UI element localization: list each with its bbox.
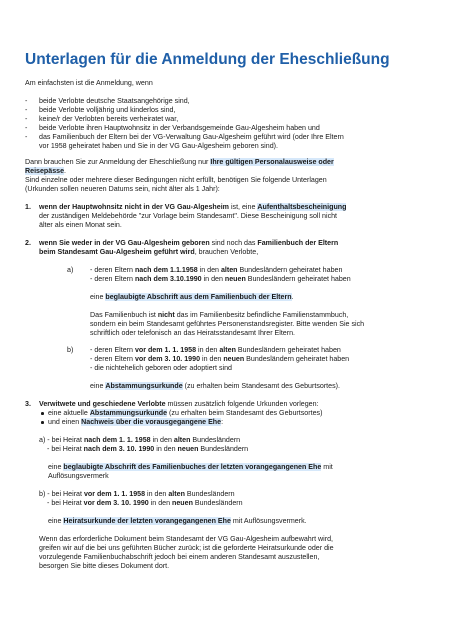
- text-span: eine: [48, 463, 64, 471]
- sub-label-a: a): [67, 266, 74, 274]
- text-span: neuen: [224, 275, 246, 283]
- text-span: nach dem 3.10.1990: [134, 275, 202, 283]
- then-line-1: [25, 158, 334, 167]
- then-line-3: Sind einzelne oder mehrere dieser Bedingungen nicht erfüllt, benötigen Sie folgende Unterlagen: [25, 176, 327, 184]
- text-span: Verwitwete und geschiedene Verlobte: [39, 400, 166, 408]
- highlight-birth-certificate: Abstammungsurkunde: [89, 409, 168, 417]
- text-span: beim Standesamt Gau-Algesheim geführt wird: [39, 248, 195, 256]
- item2-note-3: schriftlich oder telefonisch an das Heiratsstandesamt Ihrer Eltern.: [90, 329, 296, 337]
- text-span: ist, eine: [228, 203, 258, 211]
- highlight-birth-certificate: Abstammungsurkunde: [105, 382, 183, 390]
- text-span: b) - bei Heirat: [39, 490, 84, 498]
- text-span: Das Familienbuch ist: [90, 311, 158, 319]
- text-span: und einen: [48, 418, 82, 426]
- text-span: eine aktuelle: [48, 409, 90, 417]
- item-number: 1.: [25, 203, 31, 211]
- text-span: alten: [173, 436, 191, 444]
- highlight-previous-marriage-proof: Nachweis über die vorausgegangene Ehe: [81, 418, 222, 426]
- text-span: vor dem 1. 1. 1958: [83, 490, 146, 498]
- text-span: in den: [154, 445, 178, 453]
- text-span: alten: [219, 346, 236, 354]
- list-item-text: beide Verlobte ihren Hauptwohnsitz in der Verbandsgemeinde Gau-Algesheim haben und: [39, 124, 320, 132]
- item2-note-1: [90, 311, 348, 320]
- text-span: nach dem 3. 10. 1990: [83, 445, 155, 453]
- text-span: - deren Eltern: [90, 266, 135, 274]
- text-span: Bundesländern geheiratet haben: [237, 266, 343, 274]
- item2-note-2: sondern ein beim Standesamt geführtes Personenstandsregister. Bitte wenden Sie sich: [90, 320, 365, 328]
- item3-a-result-2: Auflösungsvermerk: [48, 472, 109, 480]
- item1-line-2: der zuständigen Meldebehörde "zur Vorlage beim Standesamt". Diese Bescheinigung soll nicht: [39, 212, 338, 220]
- text-span: neuen: [172, 499, 193, 507]
- list-item-text: beide Verlobte volljährig und kinderlos sind,: [39, 106, 176, 114]
- text-span: wenn Sie weder in der VG Gau-Algesheim geboren: [39, 239, 210, 247]
- page-title: Unterlagen für die Anmeldung der Eheschließung: [25, 51, 390, 68]
- item3-b-line-1: [39, 490, 235, 499]
- text-span: Familienbuch der Eltern: [257, 239, 339, 247]
- text-span: a) - bei Heirat: [39, 436, 84, 444]
- closing-line-4: besorgen Sie bitte dieses Dokument dort.: [39, 562, 170, 570]
- text-span: mit Auflösungsvermerk.: [230, 517, 307, 525]
- text-span: eine: [90, 293, 106, 301]
- list-item-text: vor 1958 geheiratet haben und Sie in der VG Gau-Algesheim geboren sind).: [39, 142, 278, 150]
- list-item: -: [25, 106, 28, 114]
- text-span: vor dem 1. 1. 1958: [134, 346, 197, 354]
- item-number: 3.: [25, 400, 31, 408]
- text-span: in den: [197, 266, 221, 274]
- text-span: in den: [145, 490, 169, 498]
- text-span: Bundesländern geheiratet haben: [244, 355, 350, 363]
- text-span: alten: [220, 266, 238, 274]
- text-span: Bundesländern: [190, 436, 241, 444]
- item2-b-line-3: - die nichtehelich geboren oder adoptiert sind: [90, 364, 232, 372]
- highlight-family-book-copy: beglaubigte Abschrift aus dem Familienbuch der Eltern: [105, 293, 292, 301]
- text-span: nach dem 1. 1. 1958: [83, 436, 151, 444]
- closing-line-2: greifen wir auf die bei uns geführten Bücher zurück; ist die geforderte Heiratsurkunde oder die: [39, 544, 334, 552]
- list-item-text: das Familienbuch der Eltern bei der VG-Verwaltung Gau-Algesheim geführt wird (oder Ihre Eltern: [39, 133, 344, 141]
- text-span: neuen: [223, 355, 245, 363]
- text-span: Bundesländern geheiratet haben: [245, 275, 351, 283]
- item2-b-line-1: [90, 346, 341, 355]
- text-span: (zu erhalten beim Standesamt des Geburtsortes).: [182, 382, 340, 390]
- text-span: in den: [150, 436, 174, 444]
- item2-b-line-2: [90, 355, 349, 364]
- text-span: (zu erhalten beim Standesamt des Geburtsortes): [167, 409, 323, 417]
- text-span: nach dem 1.1.1958: [134, 266, 198, 274]
- text-span: alten: [168, 490, 185, 498]
- text-span: neuen: [177, 445, 199, 453]
- text-span: das im Familienbesitz befindliche Familienstammbuch,: [174, 311, 349, 319]
- text-span: , brauchen Verlobte,: [194, 248, 259, 256]
- text-span: .: [291, 293, 294, 301]
- text-span: - bei Heirat: [47, 445, 84, 453]
- item2-b-result: [90, 382, 340, 391]
- sub-label-b: b): [67, 346, 74, 354]
- item3-a-line-2: [47, 445, 248, 454]
- bullet-icon: [41, 421, 44, 424]
- text-span: :: [221, 418, 224, 426]
- text-span: müssen zusätzlich folgende Urkunden vorlegen:: [165, 400, 319, 408]
- list-item: -: [25, 124, 28, 132]
- intro-text: Am einfachsten ist die Anmeldung, wenn: [25, 79, 153, 87]
- item2-a-line-2: [90, 275, 351, 284]
- text-span: Bundesländern: [192, 499, 243, 507]
- item2-a-line-1: [90, 266, 342, 275]
- list-item: -: [25, 133, 28, 141]
- text-span: - deren Eltern: [90, 275, 135, 283]
- highlight-documents: Ihre gültigen Personalausweise oder: [210, 158, 334, 166]
- list-item-text: keine/r der Verlobten bereits verheiratet war,: [39, 115, 179, 123]
- text-span: mit: [321, 463, 333, 471]
- item2-line-2: [39, 248, 258, 257]
- item3-a-result-1: [48, 463, 333, 472]
- item1-line-3: älter als einen Monat sein.: [39, 221, 122, 229]
- closing-line-3: vorzulegende Familienbuchabschrift jedoch bei einem anderen Standesamt auszustellen,: [39, 553, 320, 561]
- item3-line-1: [39, 400, 319, 409]
- highlight-marriage-certificate: Heiratsurkunde der letzten vorangegangenen Ehe: [63, 517, 231, 525]
- item3-b-line-2: [47, 499, 243, 508]
- text-span: nicht: [157, 311, 175, 319]
- item-number: 2.: [25, 239, 31, 247]
- text-span: vor dem 3. 10. 1990: [134, 355, 201, 363]
- text-span: in den: [148, 499, 173, 507]
- list-item: -: [25, 97, 28, 105]
- then-line-2: [25, 167, 66, 176]
- text-span: Bundesländern: [184, 490, 235, 498]
- text-span: - deren Eltern: [90, 355, 135, 363]
- item3-a-line-1: [39, 436, 240, 445]
- list-item: -: [25, 115, 28, 123]
- highlight-previous-family-book: beglaubigte Abschrift des Familienbuches der letzten vorangegangenen Ehe: [63, 463, 322, 471]
- closing-line-1: Wenn das erforderliche Dokument beim Standesamt der VG Gau-Algesheim aufbewahrt wird,: [39, 535, 334, 543]
- text-span: Bundesländern geheiratet haben: [235, 346, 341, 354]
- text-span: in den: [196, 346, 220, 354]
- text-span: Bundesländern: [198, 445, 249, 453]
- highlight-residence-certificate: Aufenthaltsbescheinigung: [257, 203, 347, 211]
- text-span: eine: [90, 382, 106, 390]
- item3-b-result: [48, 517, 307, 526]
- item2-a-result: [90, 293, 294, 302]
- item1-line-1: [39, 203, 346, 212]
- item2-line-1: [39, 239, 338, 248]
- item3-bullet-2: [48, 418, 223, 427]
- text-span: wenn der Hauptwohnsitz nicht in der VG Gau-Algesheim: [39, 203, 229, 211]
- text-span: in den: [201, 275, 225, 283]
- text-span: vor dem 3. 10. 1990: [83, 499, 149, 507]
- list-item-text: beide Verlobte deutsche Staatsangehörige sind,: [39, 97, 190, 105]
- text-span: eine: [48, 517, 64, 525]
- highlight-documents-2: Reisepässe: [25, 167, 65, 175]
- text-span: in den: [200, 355, 224, 363]
- bullet-icon: [41, 412, 44, 415]
- text-span: - bei Heirat: [47, 499, 84, 507]
- text-span: Dann brauchen Sie zur Anmeldung der Eheschließung nur: [25, 158, 211, 166]
- text-span: .: [64, 167, 67, 175]
- text-span: - deren Eltern: [90, 346, 135, 354]
- item3-bullet-1: [48, 409, 322, 418]
- text-span: sind noch das: [209, 239, 258, 247]
- then-line-4: (Urkunden sollen neueren Datums sein, nicht älter als 1 Jahr):: [25, 185, 220, 193]
